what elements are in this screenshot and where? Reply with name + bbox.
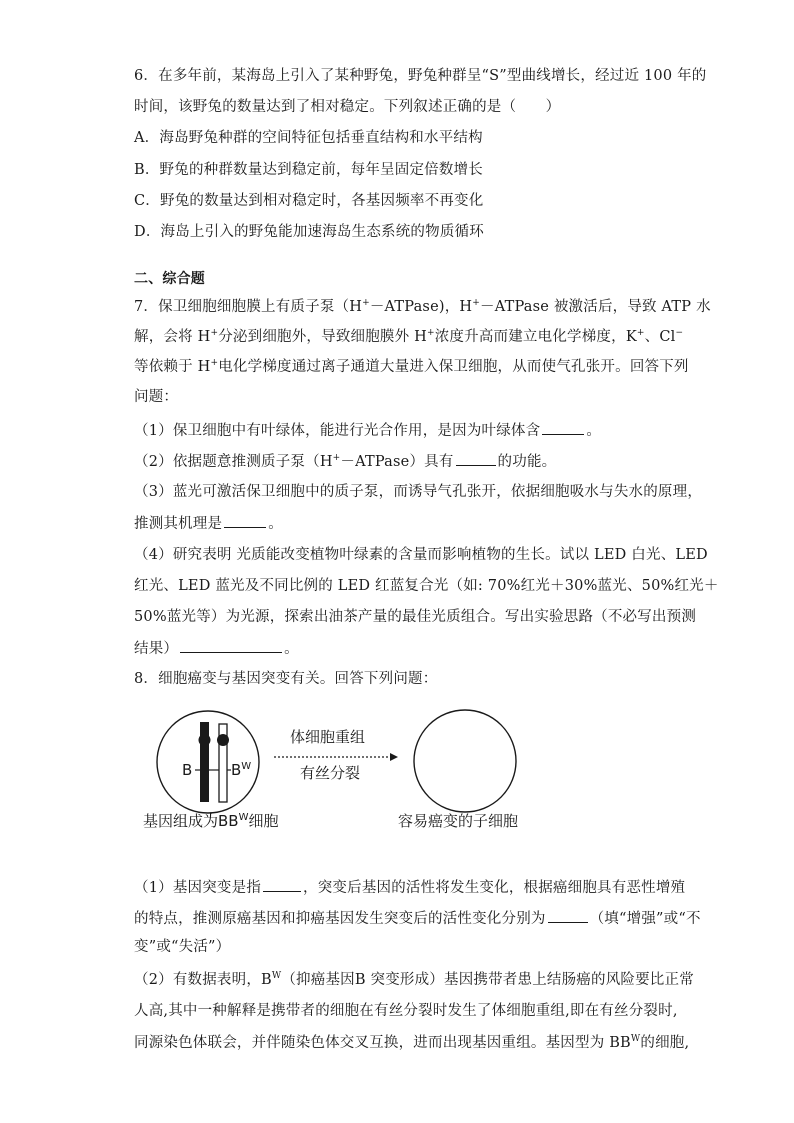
q7-part4-line2: 红光、LED 蓝光及不同比例的 LED 红蓝复合光（如: 70%红光＋30%蓝光、50%红光＋ [134,578,719,594]
q7-stem-line2: 解，会将 H+分泌到细胞外，导致细胞膜外 H+浓度升高而建立电化学梯度，K+、Cl− [134,328,684,345]
answer-blank[interactable] [224,513,266,528]
q6-option-b: B．野兔的种群数量达到稳定前，每年呈固定倍数增长 [134,162,483,178]
q8-part2-line3: 同源染色体联会，并伴随染色体交叉互换，进而出现基因重组。基因型为 $BB^W$的细胞, [134,1034,690,1051]
allele-b-label: B [182,761,193,779]
arrow-head-icon [390,753,398,761]
answer-blank[interactable] [542,420,584,435]
answer-blank[interactable] [456,451,496,466]
q7-stem-line4: 问题： [134,389,179,405]
q7-part2: （2）依据题意推测质子泵（H+－ATPase）具有 的功能。 [134,451,556,472]
answer-blank[interactable] [180,638,282,653]
arrow-label-top: 体细胞重组 [290,728,366,746]
answer-blank[interactable] [548,908,588,923]
q6-stem-line1: 6．在多年前，某海岛上引入了某种野兔，野兔种群呈“S”型曲线增长，经过近 100 年的 [134,68,707,84]
answer-blank[interactable] [263,877,301,892]
centromere-b [199,734,211,746]
q7-stem-line3: 等依赖于 H+电化学梯度通过离子通道大量进入保卫细胞，从而使气孔张开。回答下列 [134,358,689,375]
q7-part1: （1）保卫细胞中有叶绿体，能进行光合作用，是因为叶绿体含 。 [134,420,601,441]
q8-part2-line2: 人高,其中一种解释是携带者的细胞在有丝分裂时发生了体细胞重组,即在有丝分裂时, [134,1003,678,1019]
centromere-bw [217,734,229,746]
arrow-label-bottom: 有丝分裂 [300,764,361,782]
right-cell-caption: 容易癌变的子细胞 [398,812,519,830]
q7-part4-line1: （4）研究表明 光质能改变植物叶绿素的含量而影响植物的生长。试以 LED 白光、LED [134,547,708,563]
q8-part2-line1: （2）有数据表明，$B^W$（抑癌基因B 突变形成）基因携带者患上结肠癌的风险要比正常 [134,971,694,988]
q8-part1-line3: 变”或“失活”） [134,939,231,955]
left-cell-caption: 基因组成为$BB^W$细胞 [143,812,279,830]
section-heading: 二、综合题 [134,271,205,287]
q8-part1-line2: 的特点，推测原癌基因和抑癌基因发生突变后的活性变化分别为 （填“增强”或“不 [134,908,701,929]
q7-stem-line1: 7．保卫细胞细胞膜上有质子泵（H+－ATPase)，H+－ATPase 被激活后，导致 ATP 水 [134,298,711,315]
q7-part4-line4: 结果） 。 [134,638,299,659]
q6-option-c: C．野兔的数量达到相对稳定时，各基因频率不再变化 [134,193,484,209]
q7-part3-line1: （3）蓝光可激活保卫细胞中的质子泵，而诱导气孔张开，依据细胞吸水与失水的原理， [134,484,703,500]
daughter-cell-circle [414,710,516,812]
q6-option-d: D．海岛上引入的野兔能加速海岛生态系统的物质循环 [134,224,484,240]
cell-recombination-diagram [130,700,550,840]
q7-part4-line3: 50%蓝光等）为光源，探索出油茶产量的最佳光质组合。写出实验思路（不必写出预测 [134,609,697,625]
q8-part1-line1: （1）基因突变是指 ，突变后基因的活性将发生变化，根据癌细胞具有恶性增殖 [134,877,685,898]
q6-stem-line2: 时间，该野兔的数量达到了相对稳定。下列叙述正确的是（ ） [134,99,561,115]
q7-part3-line2: 推测其机理是 。 [134,513,283,534]
q8-stem: 8．细胞癌变与基因突变有关。回答下列问题： [134,671,438,687]
allele-bw-label: $B^W$ [231,761,252,779]
q6-option-a: A．海岛野兔种群的空间特征包括垂直结构和水平结构 [134,130,483,146]
